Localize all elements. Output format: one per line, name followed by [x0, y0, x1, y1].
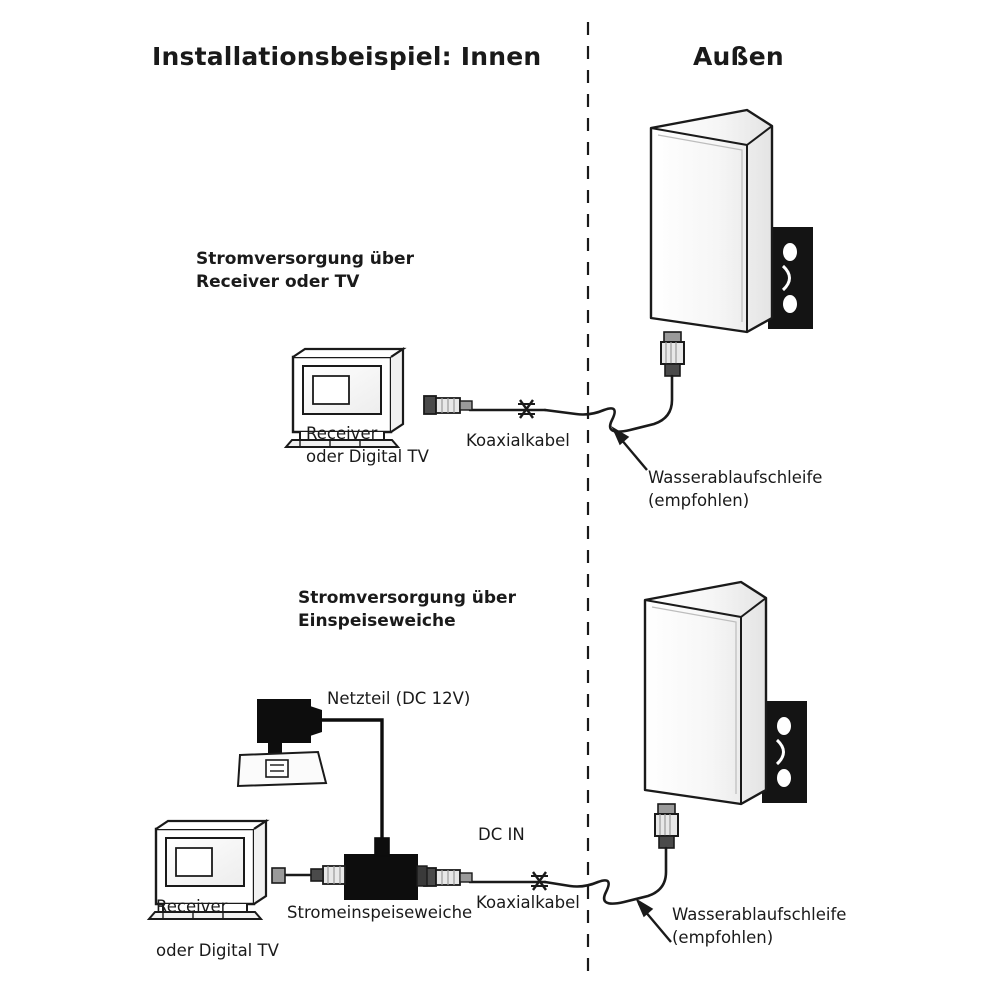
label-bottom-driploop-line2: (empfohlen): [672, 928, 774, 947]
antenna-panel-icon-bottom: [645, 582, 806, 848]
antenna-panel-icon-top: [651, 110, 812, 376]
coax-cable-top: [424, 376, 672, 432]
label-top-receiver-line1: Receiver: [306, 424, 378, 443]
coax-connector-icon-top-tv: [424, 396, 472, 414]
coax-connector-icon-bottom-injector-in: [272, 866, 345, 884]
label-top-coax: Koaxialkabel: [466, 431, 570, 450]
arrow-icon-top: [613, 428, 647, 470]
label-bottom-receiver-line1: Receiver: [156, 897, 228, 916]
label-bottom-driploop-line1: Wasserablaufschleife: [672, 905, 847, 924]
power-injector-icon: [272, 838, 427, 899]
label-top-receiver-line2: oder Digital TV: [306, 447, 429, 466]
section-top-heading-line1: Stromversorgung über: [196, 249, 414, 269]
arrow-icon-bottom: [637, 900, 671, 942]
label-injector: Stromeinspeiseweiche: [287, 903, 473, 922]
coax-connector-icon-top-antenna: [661, 332, 684, 376]
power-supply-icon: [238, 700, 382, 838]
coax-connector-icon-bottom-antenna: [655, 804, 678, 848]
coax-connector-icon-bottom-injector-out: [424, 868, 472, 886]
label-power-supply: Netzteil (DC 12V): [327, 689, 471, 708]
section-top-heading-line2: Receiver oder TV: [196, 272, 360, 292]
heading-outdoor: Außen: [693, 42, 784, 71]
label-bottom-coax: Koaxialkabel: [476, 893, 580, 912]
section-bottom-heading-line2: Einspeiseweiche: [298, 611, 456, 631]
label-top-driploop-line2: (empfohlen): [648, 491, 750, 510]
label-dc-in: DC IN: [478, 825, 525, 844]
label-bottom-receiver-line2: oder Digital TV: [156, 941, 279, 960]
heading-indoor: Installationsbeispiel: Innen: [152, 42, 542, 71]
label-top-driploop-line1: Wasserablaufschleife: [648, 468, 823, 487]
section-bottom-heading-line1: Stromversorgung über: [298, 588, 516, 608]
